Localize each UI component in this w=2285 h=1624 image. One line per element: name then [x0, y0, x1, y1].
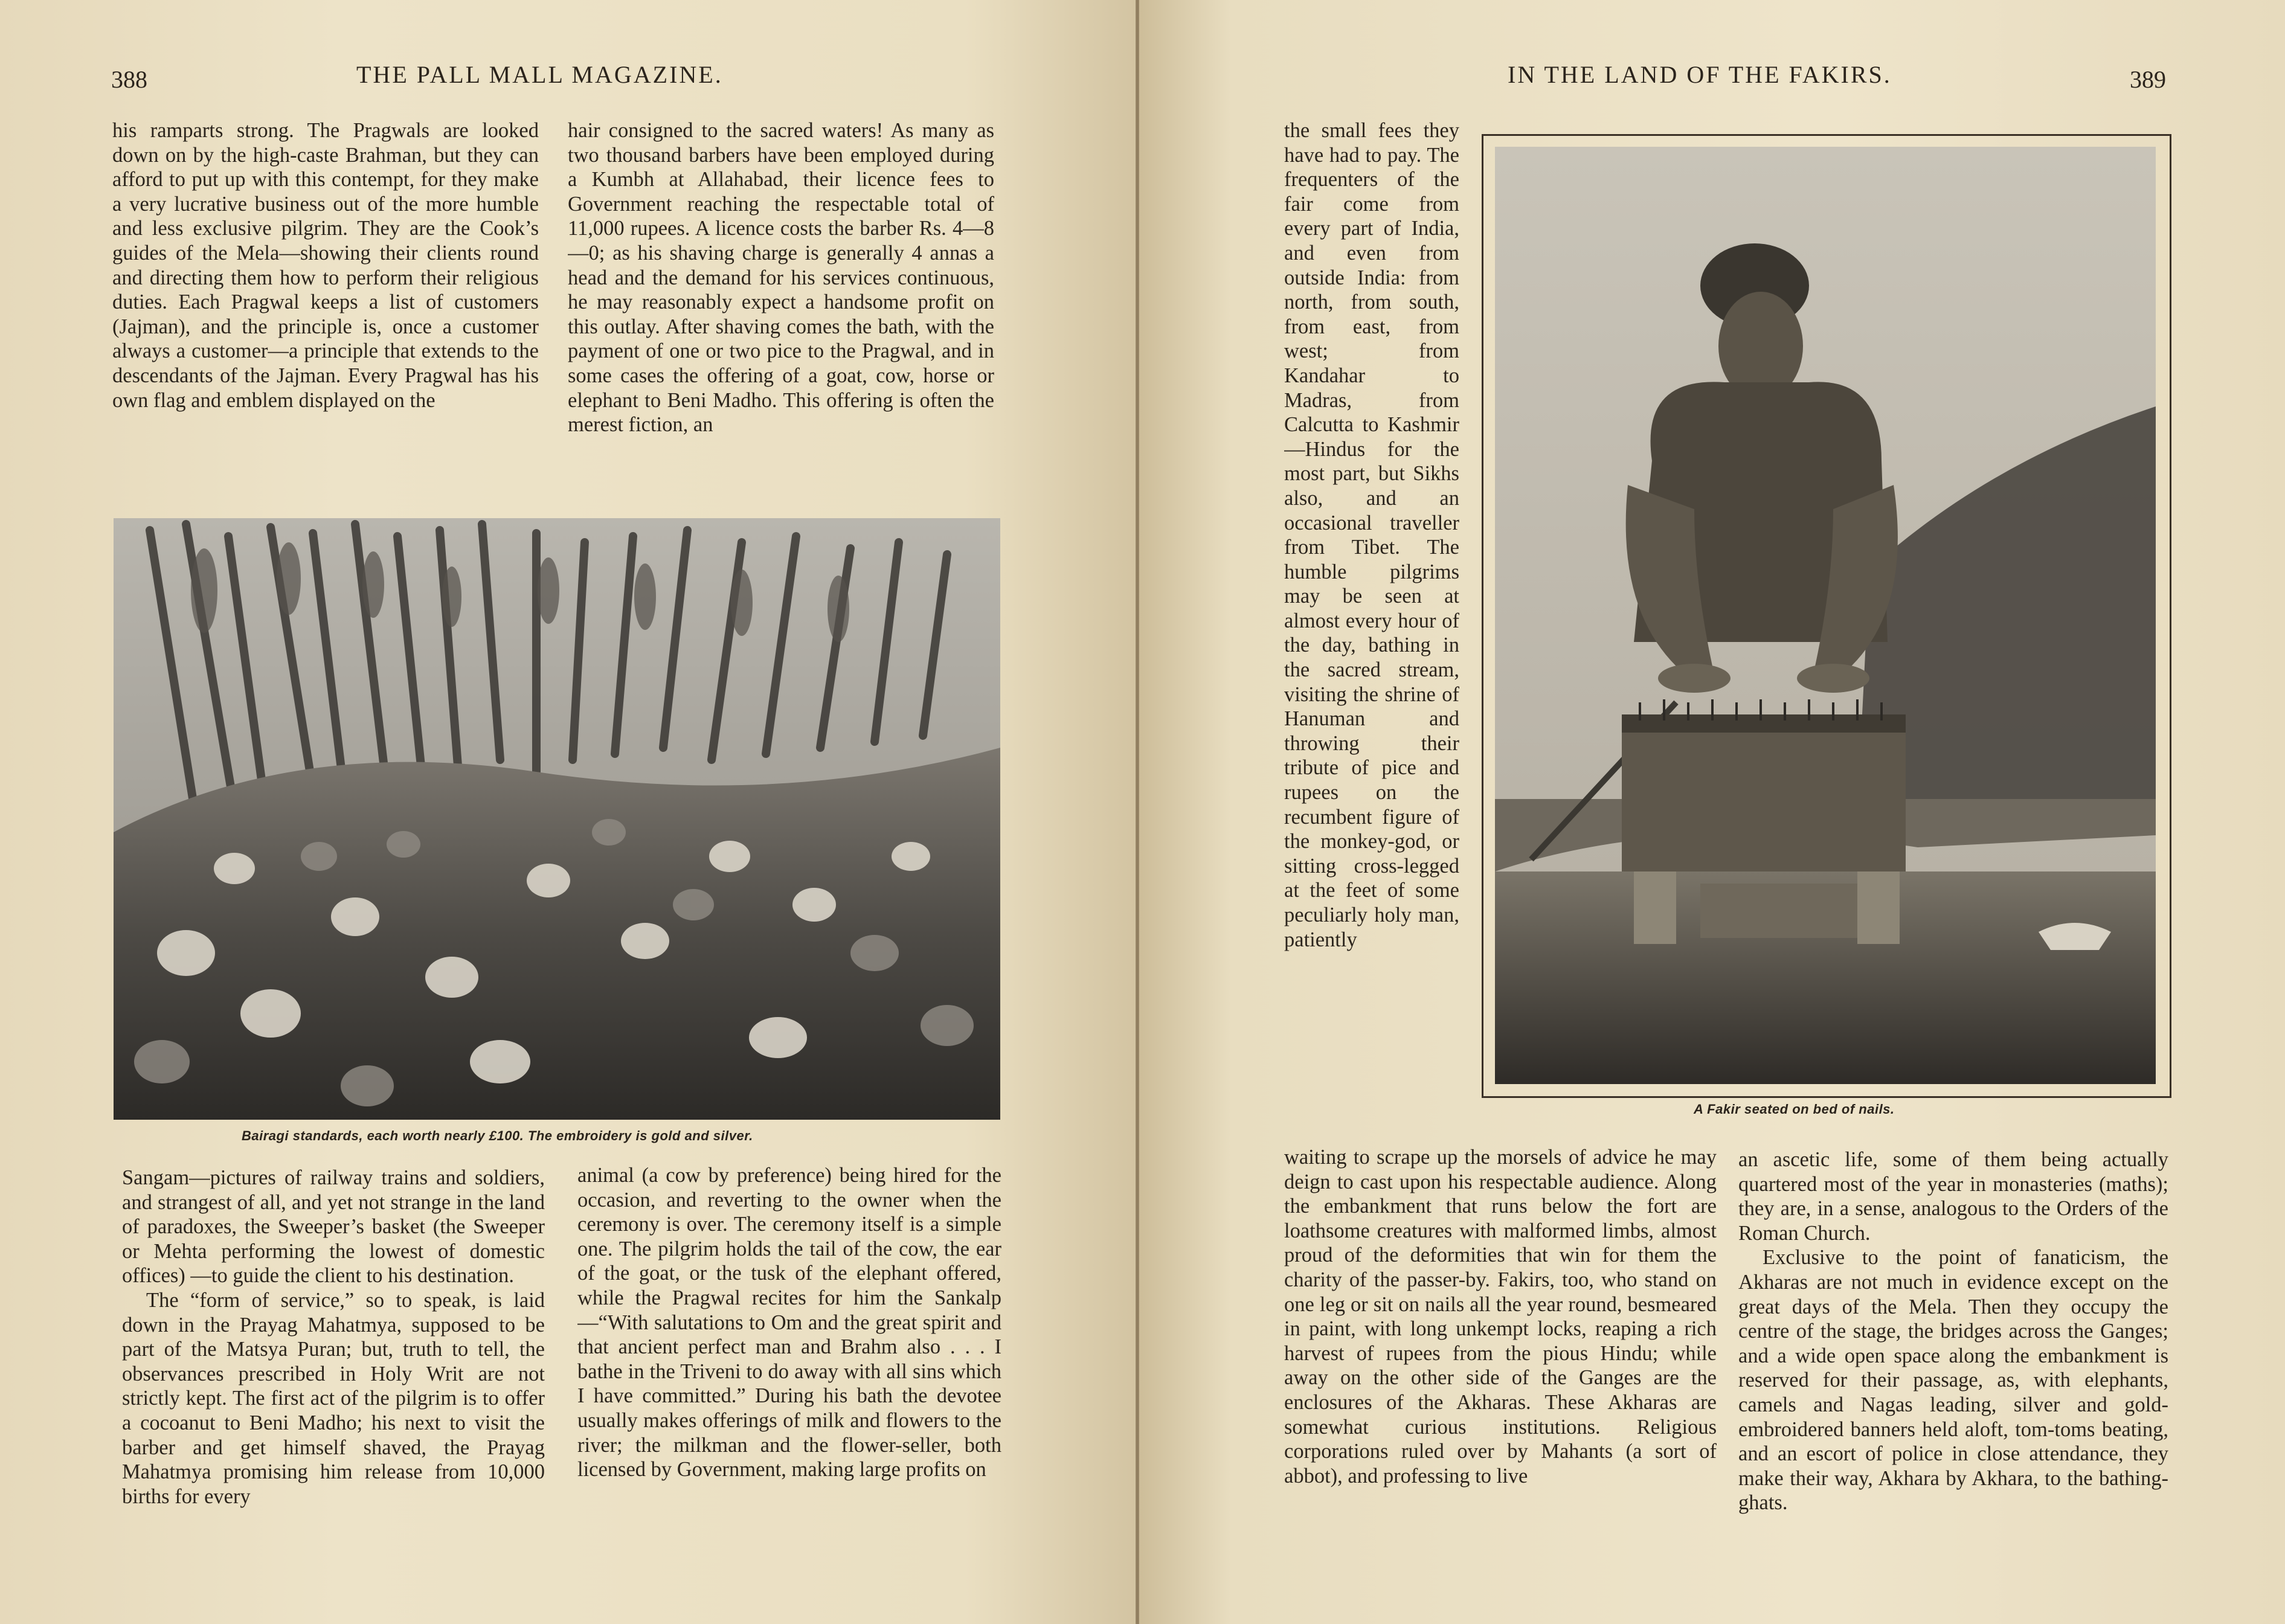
page-number-left: 388	[111, 66, 147, 93]
left-col1-top	[112, 118, 539, 499]
right-page	[1139, 0, 2285, 1624]
left-col2-top	[568, 118, 994, 499]
running-head-left: THE PALL MALL MAGAZINE.	[356, 61, 723, 88]
fakir-photo	[1495, 147, 2156, 1084]
left-col2-bottom-text: animal (a cow by preference) being hired for the occasion, and reverting to the owner when the ceremony is over. The ceremony itself is a simple one. The pilgrim holds the tail of the cow, the ear of the goat, or the tusk of the elephant offered, while the Pragwal recites for him the Sankalp—“With salutations to Om and the great spirit and that ancient perfect man and Brahm also . . . I bathe in the Triveni to do away with all sins which I have committed.” During his bath the devotee usually makes offerings of milk and flowers to the river; the milkman and the flower-seller, both licensed by Government, making large profits on	[577, 1164, 1001, 1481]
left-page	[0, 0, 1136, 1624]
left-col2-top-text: hair consigned to the sacred waters! As many as two thousand barbers have been employed during a Kumbh at Allahabad, their licence fees to Government reaching the respectable total of 11,000 rupees. A licence costs the barber Rs. 4—8—0; as his shaving charge is generally 4 annas a head and the demand for his services continuous, he may reasonably expect a handsome profit on this outlay. After shaving comes the bath, with the payment of one or two pice to the Pragwal, and in some cases the offering of a goat, cow, horse or elephant to Beni Madho. This offering is often the merest fiction, an	[568, 119, 994, 437]
right-narrow-col-text: the small fees they have had to pay. The frequenters of the fair come from every part of India, and even from outside India: from north, from south, from east, from west; from Kandahar to Madras, from Calcutta to Kashmir—Hindus for the most part, but Sikhs also, and an occasional traveller from Tibet. The humble pilgrims may be seen at almost every hour of the day, bathing in the sacred stream, visiting the shrine of Hanuman and throwing their tribute of pice and rupees on the recumbent figure of the monkey-god, or sitting cross-legged at the feet of some peculiarly holy man, patiently	[1284, 119, 1459, 951]
fakir-illustration	[1495, 147, 2156, 1084]
fakir-photo-caption: A Fakir seated on bed of nails.	[1694, 1102, 1895, 1117]
page-number-right: 389	[2130, 66, 2166, 93]
right-col1-bottom	[1284, 1145, 1717, 1568]
right-narrow-col	[1284, 118, 1459, 1150]
right-col2-bottom-para2: Exclusive to the point of fanaticism, the Akharas are not much in evidence except on the great days of the Mela. Then they occupy the centre of the stage, the bridges across the Ganges; and a wide open space along the embankment is reserved for their passage, as, with elephants, camels and Nagas leading, silver and gold-embroidered banners held aloft, tom-toms beating, and an escort of police in close attendance, they make their way, Akhara by Akhara, to the bathing-ghats.	[1738, 1246, 2168, 1515]
right-col1-bottom-text: waiting to scrape up the morsels of advice he may deign to cast upon his respectable audience. Along the embankment that runs below the fort are loathsome creatures with malformed limbs, almost proud of the deformities that win for them the charity of the passer-by. Fakirs, too, who stand on one leg or sit on nails all the year round, besmeared in paint, with long unkempt locks, reaping a rich harvest of rupees from the pious Hindu; while away on the other side of the Ganges are the enclosures of the Akharas. These Akharas are somewhat curious institutions. Religious corporations ruled over by Mahants (a sort of abbot), and professing to live	[1284, 1146, 1717, 1488]
crowd-photo-caption: Bairagi standards, each worth nearly £100. The embroidery is gold and silver.	[242, 1128, 753, 1143]
right-col2-bottom	[1738, 1147, 2168, 1570]
left-col1-bottom-para1: Sangam—pictures of railway trains and soldiers, and strangest of all, and yet not strange in the land of paradoxes, the Sweeper’s basket (the Sweeper or Mehta performing the lowest of domestic offices) —to guide the client to his destination.	[122, 1166, 545, 1288]
left-col1-top-text: his ramparts strong. The Pragwals are looked down on by the high-caste Brahman, but they can afford to put up with this contempt, for they make a very lucrative business out of the more humble and less exclusive pilgrim. They are the Cook’s guides of the Mela—showing their clients round and directing them how to perform their religious duties. Each Pragwal keeps a list of customers (Jajman), and the principle is, once a customer always a customer—a principle that extends to the descendants of the Jajman. Every Pragwal has his own flag and emblem displayed on the	[112, 119, 539, 412]
left-col1-bottom-para2: The “form of service,” so to speak, is laid down in the Prayag Mahatmya, supposed to be part of the Matsya Puran; but, truth to tell, the observances prescribed in Holy Writ are not strictly kept. The first act of the pilgrim is to offer a cocoanut to Beni Madho; his next to visit the barber and get himself shaved, the Prayag Mahatmya promising him release from 10,000 births for every	[122, 1288, 545, 1508]
bairagi-standards-photo	[114, 518, 1000, 1120]
left-col1-bottom	[122, 1166, 545, 1576]
running-head-right: IN THE LAND OF THE FAKIRS.	[1508, 61, 1892, 88]
crowd-illustration	[114, 518, 1000, 1120]
left-col2-bottom	[577, 1163, 1001, 1574]
right-col2-bottom-para1: an ascetic life, some of them being actually quartered most of the year in monasteries (maths); they are, in a sense, analogous to the Orders of the Roman Church.	[1738, 1148, 2168, 1245]
